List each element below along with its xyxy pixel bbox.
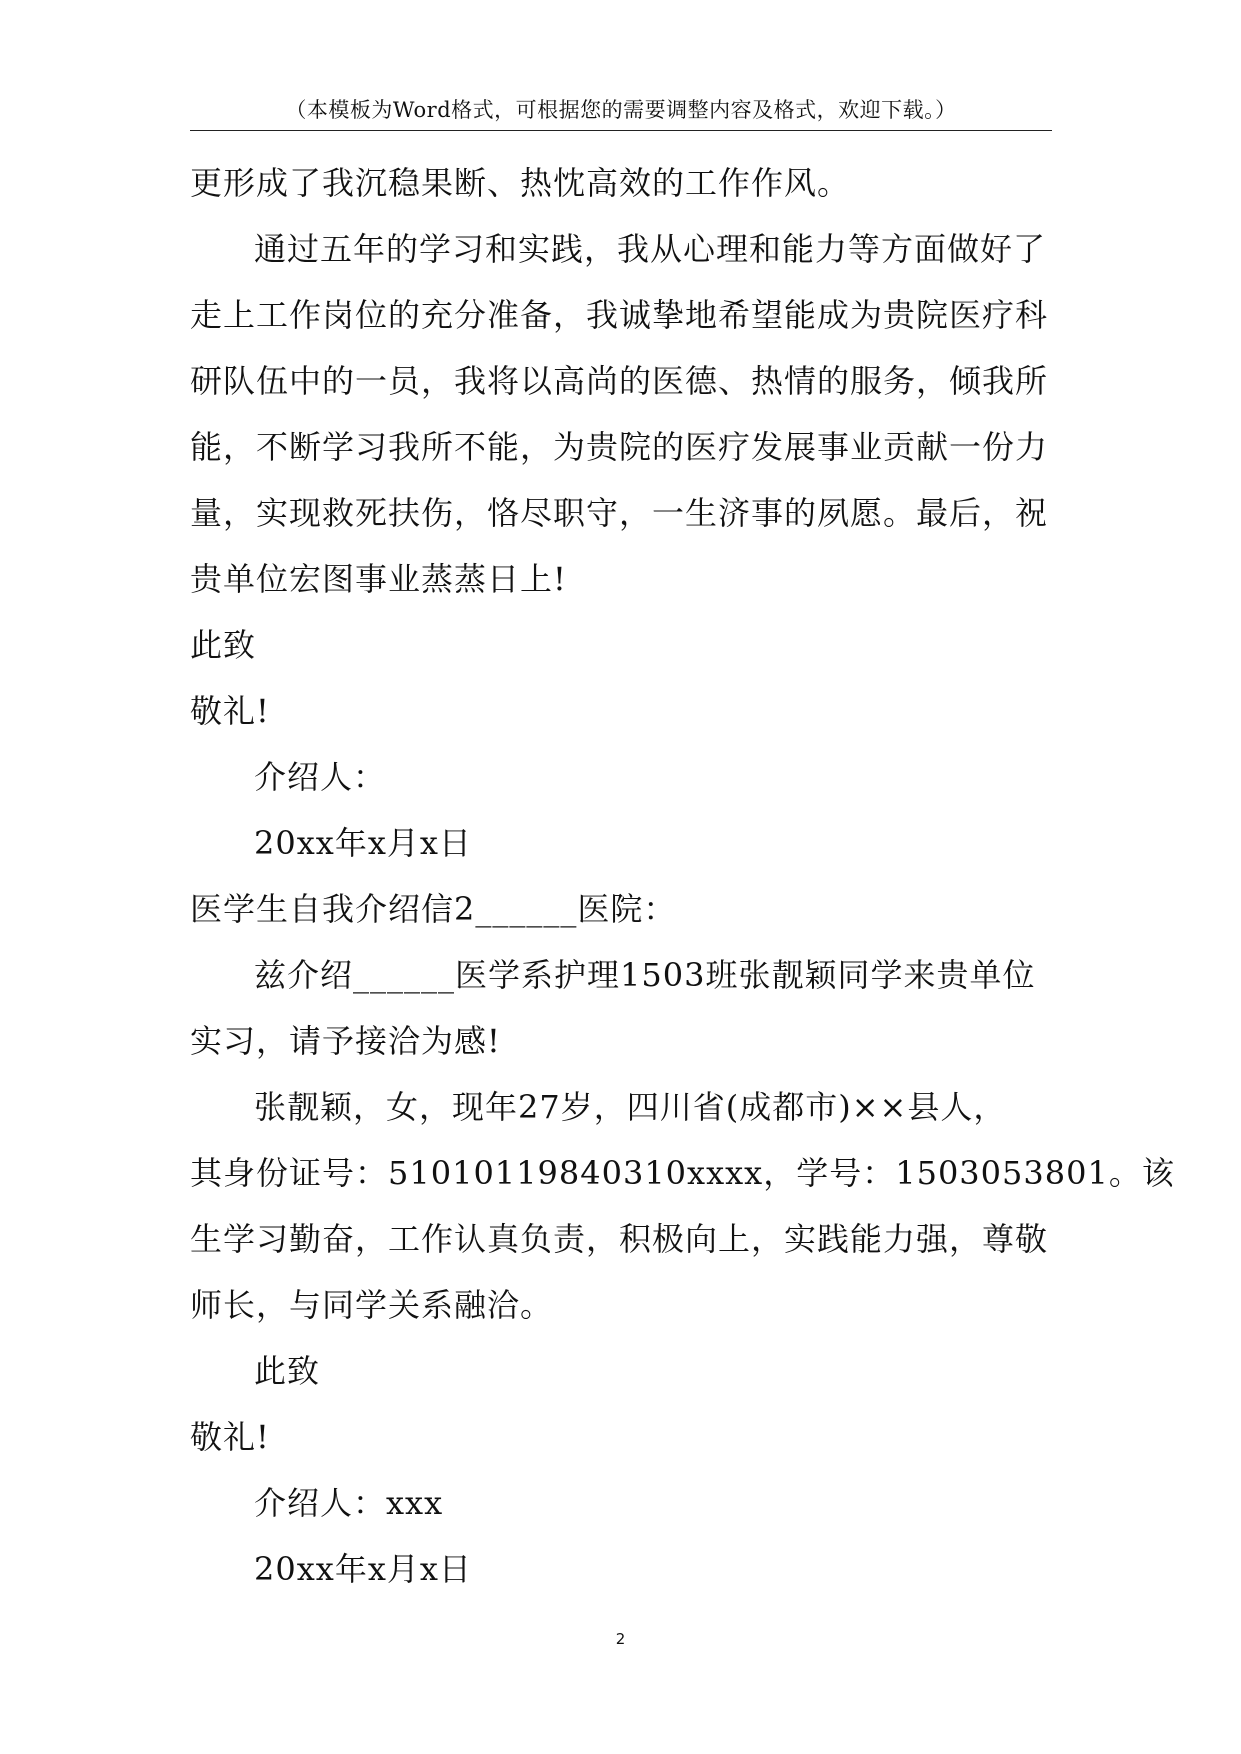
- body-line: 走上工作岗位的充分准备，我诚挚地希望能成为贵院医疗科: [190, 296, 1049, 334]
- body-line: 研队伍中的一员，我将以高尚的医德、热情的服务，倾我所: [190, 362, 1049, 400]
- body-line: 兹介绍______医学系护理1503班张靓颖同学来贵单位: [254, 956, 1036, 994]
- signature-line: 介绍人：: [254, 758, 387, 796]
- signature-line: 介绍人：xxx: [254, 1484, 444, 1522]
- header-note: （本模板为Word格式，可根据您的需要调整内容及格式，欢迎下载。）: [285, 98, 957, 122]
- page-header: [190, 90, 1052, 131]
- body-line: 其身份证号：51010119840310xxxx，学号：1503053801。该: [190, 1154, 1175, 1192]
- date-line: 20xx年x月x日: [254, 824, 472, 862]
- body-line: 量，实现救死扶伤，恪尽职守，一生济事的夙愿。最后，祝: [190, 494, 1049, 532]
- body-line: 师长，与同学关系融洽。: [190, 1286, 554, 1324]
- body-line: 贵单位宏图事业蒸蒸日上!: [190, 560, 567, 598]
- body-line: 能，不断学习我所不能，为贵院的医疗发展事业贡献一份力: [190, 428, 1049, 466]
- salutation-line: 敬礼!: [190, 692, 270, 730]
- page-number: 2: [615, 1630, 626, 1648]
- closing-line: 此致: [254, 1352, 321, 1390]
- salutation-line: 敬礼!: [190, 1418, 270, 1456]
- body-line: 张靓颖，女，现年27岁，四川省(成都市)××县人，: [254, 1088, 1007, 1126]
- date-line: 20xx年x月x日: [254, 1550, 472, 1588]
- body-line: 更形成了我沉稳果断、热忱高效的工作作风。: [190, 164, 851, 202]
- closing-line: 此致: [190, 626, 257, 664]
- body-line: 实习，请予接洽为感!: [190, 1022, 501, 1060]
- letter-heading: 医学生自我介绍信2______医院：: [190, 890, 677, 928]
- body-line: 生学习勤奋，工作认真负责，积极向上，实践能力强，尊敬: [190, 1220, 1049, 1258]
- body-line: 通过五年的学习和实践，我从心理和能力等方面做好了: [254, 230, 1047, 268]
